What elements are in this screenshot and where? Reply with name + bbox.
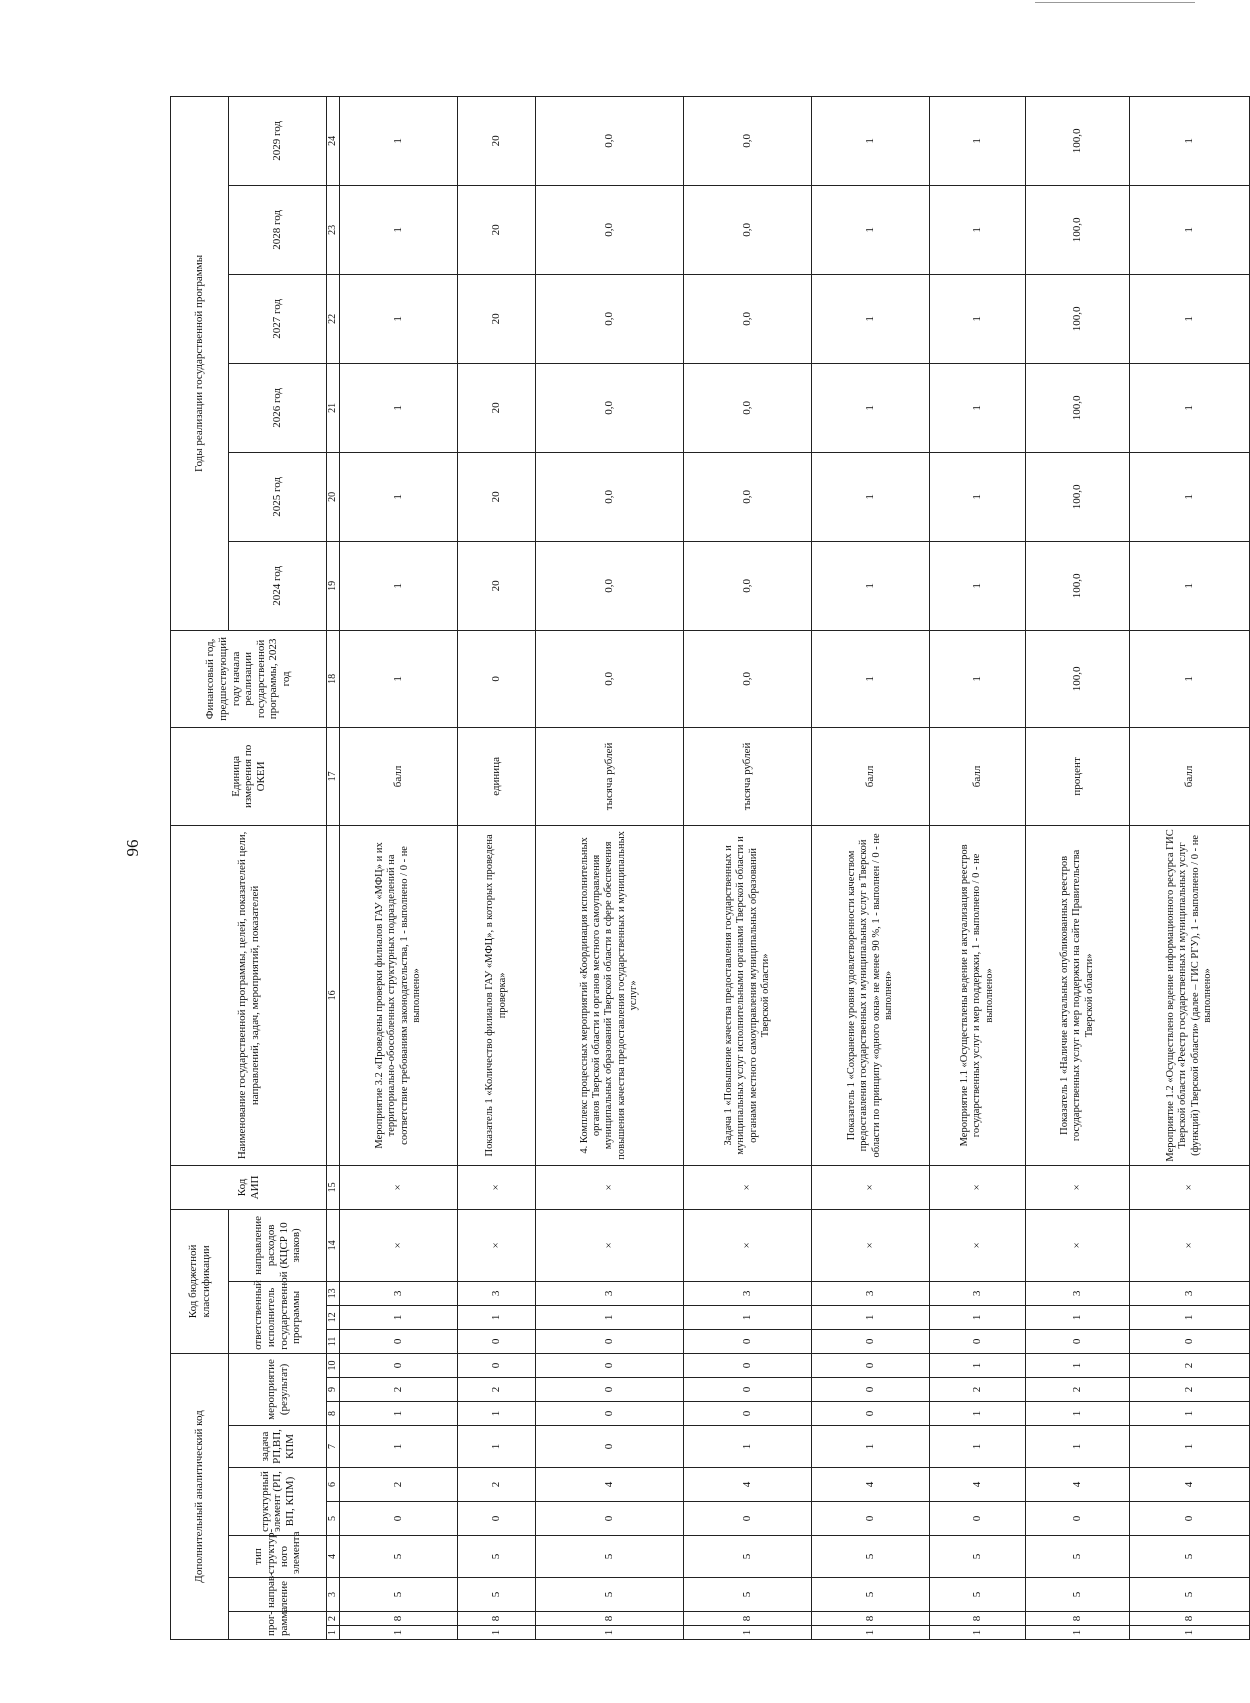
- col-number: 13: [327, 1281, 340, 1305]
- aip-code-cell: ×: [536, 1165, 684, 1209]
- expense-direction-cell: ×: [1026, 1209, 1130, 1281]
- code-cell: 0: [340, 1329, 458, 1353]
- code-cell: 5: [1130, 1578, 1250, 1612]
- code-cell: 5: [536, 1536, 684, 1578]
- name-cell: Мероприятие 3.2 «Проведены проверки филиалов ГАУ «МФЦ» и их территориально-обособленных структурных подразделений на соответствие требованиям законодательства, 1 - выполнено / 0 - не выполнено»: [340, 825, 458, 1165]
- year-value-cell: 1: [340, 274, 458, 363]
- year-value-cell: 100,0: [1026, 274, 1130, 363]
- code-cell: 0: [340, 1502, 458, 1536]
- year-value-cell: 0,0: [684, 363, 812, 452]
- unit-cell: единица: [458, 727, 536, 825]
- col-number: 19: [327, 541, 340, 630]
- code-cell: 0: [536, 1426, 684, 1468]
- header-year-2028: 2028 год: [229, 185, 327, 274]
- code-cell: 0: [458, 1329, 536, 1353]
- code-cell: 1: [1130, 1305, 1250, 1329]
- header-dop-code: Дополнительный аналитический код: [171, 1353, 229, 1639]
- code-cell: 8: [812, 1612, 930, 1626]
- table-row: [340, 96, 458, 1639]
- code-cell: 0: [536, 1353, 684, 1377]
- year-value-cell: 1: [930, 96, 1026, 185]
- code-cell: 0: [1026, 1502, 1130, 1536]
- header-year-2029: 2029 год: [229, 96, 327, 185]
- code-cell: 5: [458, 1578, 536, 1612]
- year-value-cell: 0,0: [536, 96, 684, 185]
- col-number: 20: [327, 452, 340, 541]
- name-cell: Показатель 1 «Наличие актуальных опубликованных реестров государственных услуг и мер поддержки на сайте Правительства Тверской области»: [1026, 825, 1130, 1165]
- indicators-table: [170, 96, 1250, 1640]
- code-cell: 1: [1130, 1426, 1250, 1468]
- year-value-cell: 1: [1130, 274, 1250, 363]
- col-number: 17: [327, 727, 340, 825]
- code-cell: 3: [1130, 1281, 1250, 1305]
- code-cell: 8: [1026, 1612, 1130, 1626]
- col-number: 10: [327, 1353, 340, 1377]
- code-cell: 1: [458, 1626, 536, 1640]
- aip-code-cell: ×: [458, 1165, 536, 1209]
- table-row: [1130, 96, 1250, 1639]
- year-value-cell: 0,0: [536, 541, 684, 630]
- code-cell: 1: [536, 1626, 684, 1640]
- code-cell: 0: [812, 1353, 930, 1377]
- code-cell: 0: [812, 1402, 930, 1426]
- code-cell: 2: [458, 1378, 536, 1402]
- code-cell: 5: [930, 1536, 1026, 1578]
- code-cell: 5: [458, 1536, 536, 1578]
- code-cell: 0: [684, 1502, 812, 1536]
- unit-cell: процент: [1026, 727, 1130, 825]
- code-cell: 0: [684, 1353, 812, 1377]
- year-value-cell: 1: [340, 363, 458, 452]
- code-cell: 2: [458, 1468, 536, 1502]
- fin-year-cell: 0,0: [684, 630, 812, 727]
- code-cell: 8: [536, 1612, 684, 1626]
- code-cell: 0: [812, 1378, 930, 1402]
- code-cell: 1: [930, 1305, 1026, 1329]
- expense-direction-cell: ×: [684, 1209, 812, 1281]
- code-cell: 1: [1130, 1626, 1250, 1640]
- code-cell: 5: [812, 1536, 930, 1578]
- code-cell: 1: [1130, 1402, 1250, 1426]
- code-cell: 5: [684, 1578, 812, 1612]
- year-value-cell: 1: [340, 541, 458, 630]
- year-value-cell: 1: [812, 363, 930, 452]
- col-number: 6: [327, 1468, 340, 1502]
- code-cell: 2: [340, 1378, 458, 1402]
- year-value-cell: 1: [1130, 185, 1250, 274]
- code-cell: 1: [930, 1402, 1026, 1426]
- code-cell: 0: [1130, 1329, 1250, 1353]
- year-value-cell: 100,0: [1026, 541, 1130, 630]
- code-cell: 1: [684, 1626, 812, 1640]
- code-cell: 1: [684, 1426, 812, 1468]
- aip-code-cell: ×: [1130, 1165, 1250, 1209]
- code-cell: 0: [340, 1353, 458, 1377]
- year-value-cell: 0,0: [536, 185, 684, 274]
- table-row: [536, 96, 684, 1639]
- code-cell: 5: [1130, 1536, 1250, 1578]
- code-cell: 5: [340, 1536, 458, 1578]
- code-cell: 1: [1026, 1305, 1130, 1329]
- year-value-cell: 20: [458, 541, 536, 630]
- year-value-cell: 100,0: [1026, 185, 1130, 274]
- code-cell: 1: [1026, 1426, 1130, 1468]
- aip-code-cell: ×: [340, 1165, 458, 1209]
- code-cell: 1: [340, 1305, 458, 1329]
- fin-year-cell: 0: [458, 630, 536, 727]
- fin-year-cell: 1: [1130, 630, 1250, 727]
- col-number: 24: [327, 96, 340, 185]
- table-row: [930, 96, 1026, 1639]
- col-number: 5: [327, 1502, 340, 1536]
- code-cell: 1: [340, 1626, 458, 1640]
- year-value-cell: 1: [930, 274, 1026, 363]
- unit-cell: тысяча рублей: [536, 727, 684, 825]
- col-number: 14: [327, 1209, 340, 1281]
- aip-code-cell: ×: [930, 1165, 1026, 1209]
- col-number: 9: [327, 1378, 340, 1402]
- code-cell: 1: [930, 1626, 1026, 1640]
- aip-code-cell: ×: [684, 1165, 812, 1209]
- code-cell: 2: [1026, 1378, 1130, 1402]
- aip-code-cell: ×: [812, 1165, 930, 1209]
- name-cell: Мероприятие 1.1 «Осуществлены ведение и актуализация реестров государственных услуг и мер поддержки, 1 - выполнено / 0 - не выполнено»: [930, 825, 1026, 1165]
- unit-cell: балл: [812, 727, 930, 825]
- year-value-cell: 20: [458, 274, 536, 363]
- name-cell: Мероприятие 1.2 «Осуществлено ведение информационного ресурса ГИС Тверской области «Реестр государственных и муниципальных услуг (функций) Тверской области» (далее – ГИС РГУ), 1 - выполнено / 0 - не выполнено»: [1130, 825, 1250, 1165]
- code-cell: 0: [684, 1378, 812, 1402]
- fin-year-cell: 1: [340, 630, 458, 727]
- code-cell: 0: [536, 1378, 684, 1402]
- year-value-cell: 20: [458, 363, 536, 452]
- code-cell: 1: [812, 1426, 930, 1468]
- fin-year-cell: 1: [812, 630, 930, 727]
- code-cell: 5: [812, 1578, 930, 1612]
- code-cell: 5: [536, 1578, 684, 1612]
- table-row: [812, 96, 930, 1639]
- code-cell: 0: [1026, 1329, 1130, 1353]
- year-value-cell: 20: [458, 452, 536, 541]
- code-cell: 3: [536, 1281, 684, 1305]
- expense-direction-cell: ×: [1130, 1209, 1250, 1281]
- code-cell: 8: [684, 1612, 812, 1626]
- code-cell: 4: [1026, 1468, 1130, 1502]
- code-cell: 8: [458, 1612, 536, 1626]
- col-number: 8: [327, 1402, 340, 1426]
- code-cell: 0: [930, 1329, 1026, 1353]
- unit-cell: балл: [930, 727, 1026, 825]
- col-number: 1: [327, 1626, 340, 1640]
- header-aip-code: Код АИП: [171, 1165, 327, 1209]
- col-number: 21: [327, 363, 340, 452]
- header-struct-type: тип структур-ного элемента: [229, 1536, 327, 1578]
- year-value-cell: 0,0: [684, 452, 812, 541]
- year-value-cell: 1: [812, 452, 930, 541]
- col-number: 7: [327, 1426, 340, 1468]
- code-cell: 4: [812, 1468, 930, 1502]
- header-name: Наименование государственной программы, целей, показателей цели, направлений, задач, мероприятий, показателей: [171, 825, 327, 1165]
- expense-direction-cell: ×: [812, 1209, 930, 1281]
- code-cell: 4: [1130, 1468, 1250, 1502]
- expense-direction-cell: ×: [930, 1209, 1026, 1281]
- unit-cell: балл: [1130, 727, 1250, 825]
- year-value-cell: 1: [930, 541, 1026, 630]
- column-numbers-row: [327, 96, 340, 1639]
- header-year-2025: 2025 год: [229, 452, 327, 541]
- table-body: [327, 96, 1250, 1639]
- year-value-cell: 1: [1130, 452, 1250, 541]
- expense-direction-cell: ×: [536, 1209, 684, 1281]
- code-cell: 1: [340, 1402, 458, 1426]
- code-cell: 3: [1026, 1281, 1130, 1305]
- col-number: 3: [327, 1578, 340, 1612]
- code-cell: 3: [340, 1281, 458, 1305]
- header-unit: Единица измерения по ОКЕИ: [171, 727, 327, 825]
- code-cell: 1: [340, 1426, 458, 1468]
- name-cell: Задача 1 «Повышение качества предоставления государственных и муниципальных услуг исполнительными органами Тверской области и органами местного самоуправления муниципальных образований Тверской области»: [684, 825, 812, 1165]
- code-cell: 3: [458, 1281, 536, 1305]
- code-cell: 1: [458, 1305, 536, 1329]
- code-cell: 2: [340, 1468, 458, 1502]
- year-value-cell: 1: [812, 96, 930, 185]
- code-cell: 1: [930, 1353, 1026, 1377]
- col-number: 12: [327, 1305, 340, 1329]
- year-value-cell: 100,0: [1026, 96, 1130, 185]
- unit-cell: тысяча рублей: [684, 727, 812, 825]
- code-cell: 0: [536, 1402, 684, 1426]
- header-measure: мероприятие (результат): [229, 1353, 327, 1425]
- year-value-cell: 100,0: [1026, 363, 1130, 452]
- code-cell: 1: [812, 1626, 930, 1640]
- top-edge-rule: [1035, 2, 1195, 3]
- code-cell: 5: [930, 1578, 1026, 1612]
- code-cell: 2: [1130, 1378, 1250, 1402]
- code-cell: 3: [930, 1281, 1026, 1305]
- expense-direction-cell: ×: [340, 1209, 458, 1281]
- year-value-cell: 100,0: [1026, 452, 1130, 541]
- header-struct-element: структурный элемент (РП, ВП, КПМ): [229, 1468, 327, 1536]
- header-direction: направ-ление: [229, 1578, 327, 1612]
- header-year-2026: 2026 год: [229, 363, 327, 452]
- year-value-cell: 1: [1130, 541, 1250, 630]
- code-cell: 8: [1130, 1612, 1250, 1626]
- code-cell: 1: [458, 1402, 536, 1426]
- header-year-2027: 2027 год: [229, 274, 327, 363]
- code-cell: 0: [458, 1502, 536, 1536]
- name-cell: 4. Комплекс процессных мероприятий «Координация исполнительных органов Тверской области и органов местного самоуправления муниципальных образований Тверской области в сфере обеспечения повышения качества предоставления государственных и муниципальных услуг»: [536, 825, 684, 1165]
- year-value-cell: 1: [930, 452, 1026, 541]
- year-value-cell: 1: [930, 363, 1026, 452]
- page-number: 96: [123, 839, 142, 857]
- code-cell: 5: [340, 1578, 458, 1612]
- code-cell: 1: [1026, 1626, 1130, 1640]
- code-cell: 1: [536, 1305, 684, 1329]
- rotated-page-content: [170, 100, 1213, 1640]
- header-fin-year: Финансовый год, предшествующий году начала реализации государственной программы, 2023 год: [171, 630, 327, 727]
- fin-year-cell: 100,0: [1026, 630, 1130, 727]
- code-cell: 3: [812, 1281, 930, 1305]
- code-cell: 4: [536, 1468, 684, 1502]
- year-value-cell: 1: [340, 185, 458, 274]
- fin-year-cell: 0,0: [536, 630, 684, 727]
- year-value-cell: 1: [812, 185, 930, 274]
- year-value-cell: 0,0: [536, 452, 684, 541]
- year-value-cell: 0,0: [536, 274, 684, 363]
- year-value-cell: 1: [340, 452, 458, 541]
- header-program: прог-рамма: [229, 1612, 327, 1640]
- code-cell: 2: [930, 1378, 1026, 1402]
- code-cell: 1: [1026, 1353, 1130, 1377]
- code-cell: 0: [536, 1502, 684, 1536]
- header-year-2024: 2024 год: [229, 541, 327, 630]
- year-value-cell: 1: [1130, 363, 1250, 452]
- year-value-cell: 0,0: [536, 363, 684, 452]
- code-cell: 0: [684, 1329, 812, 1353]
- code-cell: 3: [684, 1281, 812, 1305]
- code-cell: 4: [930, 1468, 1026, 1502]
- table-row: [458, 96, 536, 1639]
- fin-year-cell: 1: [930, 630, 1026, 727]
- header-years-group: Годы реализации государственной программы: [171, 96, 229, 630]
- expense-direction-cell: ×: [458, 1209, 536, 1281]
- header-task: задача РП,ВП, КПМ: [229, 1426, 327, 1468]
- code-cell: 0: [684, 1402, 812, 1426]
- name-cell: Показатель 1 «Количество филиалов ГАУ «МФЦ», в которых проведена проверка»: [458, 825, 536, 1165]
- code-cell: 1: [930, 1426, 1026, 1468]
- code-cell: 1: [684, 1305, 812, 1329]
- col-number: 18: [327, 630, 340, 727]
- code-cell: 0: [812, 1329, 930, 1353]
- code-cell: 5: [1026, 1536, 1130, 1578]
- col-number: 11: [327, 1329, 340, 1353]
- code-cell: 8: [340, 1612, 458, 1626]
- code-cell: 1: [458, 1426, 536, 1468]
- code-cell: 8: [930, 1612, 1026, 1626]
- header-expense-direction: направление расходов (КЦСР 10 знаков): [229, 1209, 327, 1281]
- year-value-cell: 20: [458, 96, 536, 185]
- year-value-cell: 0,0: [684, 96, 812, 185]
- year-value-cell: 20: [458, 185, 536, 274]
- header-budget-code: Код бюджетной классификации: [171, 1209, 229, 1353]
- year-value-cell: 0,0: [684, 541, 812, 630]
- table-row: [1026, 96, 1130, 1639]
- col-number: 4: [327, 1536, 340, 1578]
- year-value-cell: 1: [340, 96, 458, 185]
- name-cell: Показатель 1 «Сохранение уровня удовлетворенности качеством предоставления государственных и муниципальных услуг в Тверской области по принципу «одного окна» не менее 90 %, 1 - выполнен / 0 - не выполнен»: [812, 825, 930, 1165]
- code-cell: 1: [812, 1305, 930, 1329]
- code-cell: 0: [1130, 1502, 1250, 1536]
- year-value-cell: 0,0: [684, 274, 812, 363]
- header-responsible: ответственный исполнитель государственной программы: [229, 1281, 327, 1353]
- col-number: 22: [327, 274, 340, 363]
- col-number: 16: [327, 825, 340, 1165]
- code-cell: 5: [1026, 1578, 1130, 1612]
- code-cell: 0: [458, 1353, 536, 1377]
- code-cell: 4: [684, 1468, 812, 1502]
- code-cell: 2: [1130, 1353, 1250, 1377]
- code-cell: 5: [684, 1536, 812, 1578]
- col-number: 15: [327, 1165, 340, 1209]
- year-value-cell: 1: [812, 541, 930, 630]
- table-row: [684, 96, 812, 1639]
- code-cell: 0: [812, 1502, 930, 1536]
- code-cell: 1: [1026, 1402, 1130, 1426]
- code-cell: 0: [930, 1502, 1026, 1536]
- aip-code-cell: ×: [1026, 1165, 1130, 1209]
- col-number: 23: [327, 185, 340, 274]
- unit-cell: балл: [340, 727, 458, 825]
- code-cell: 0: [536, 1329, 684, 1353]
- year-value-cell: 1: [812, 274, 930, 363]
- year-value-cell: 1: [1130, 96, 1250, 185]
- year-value-cell: 0,0: [684, 185, 812, 274]
- year-value-cell: 1: [930, 185, 1026, 274]
- col-number: 2: [327, 1612, 340, 1626]
